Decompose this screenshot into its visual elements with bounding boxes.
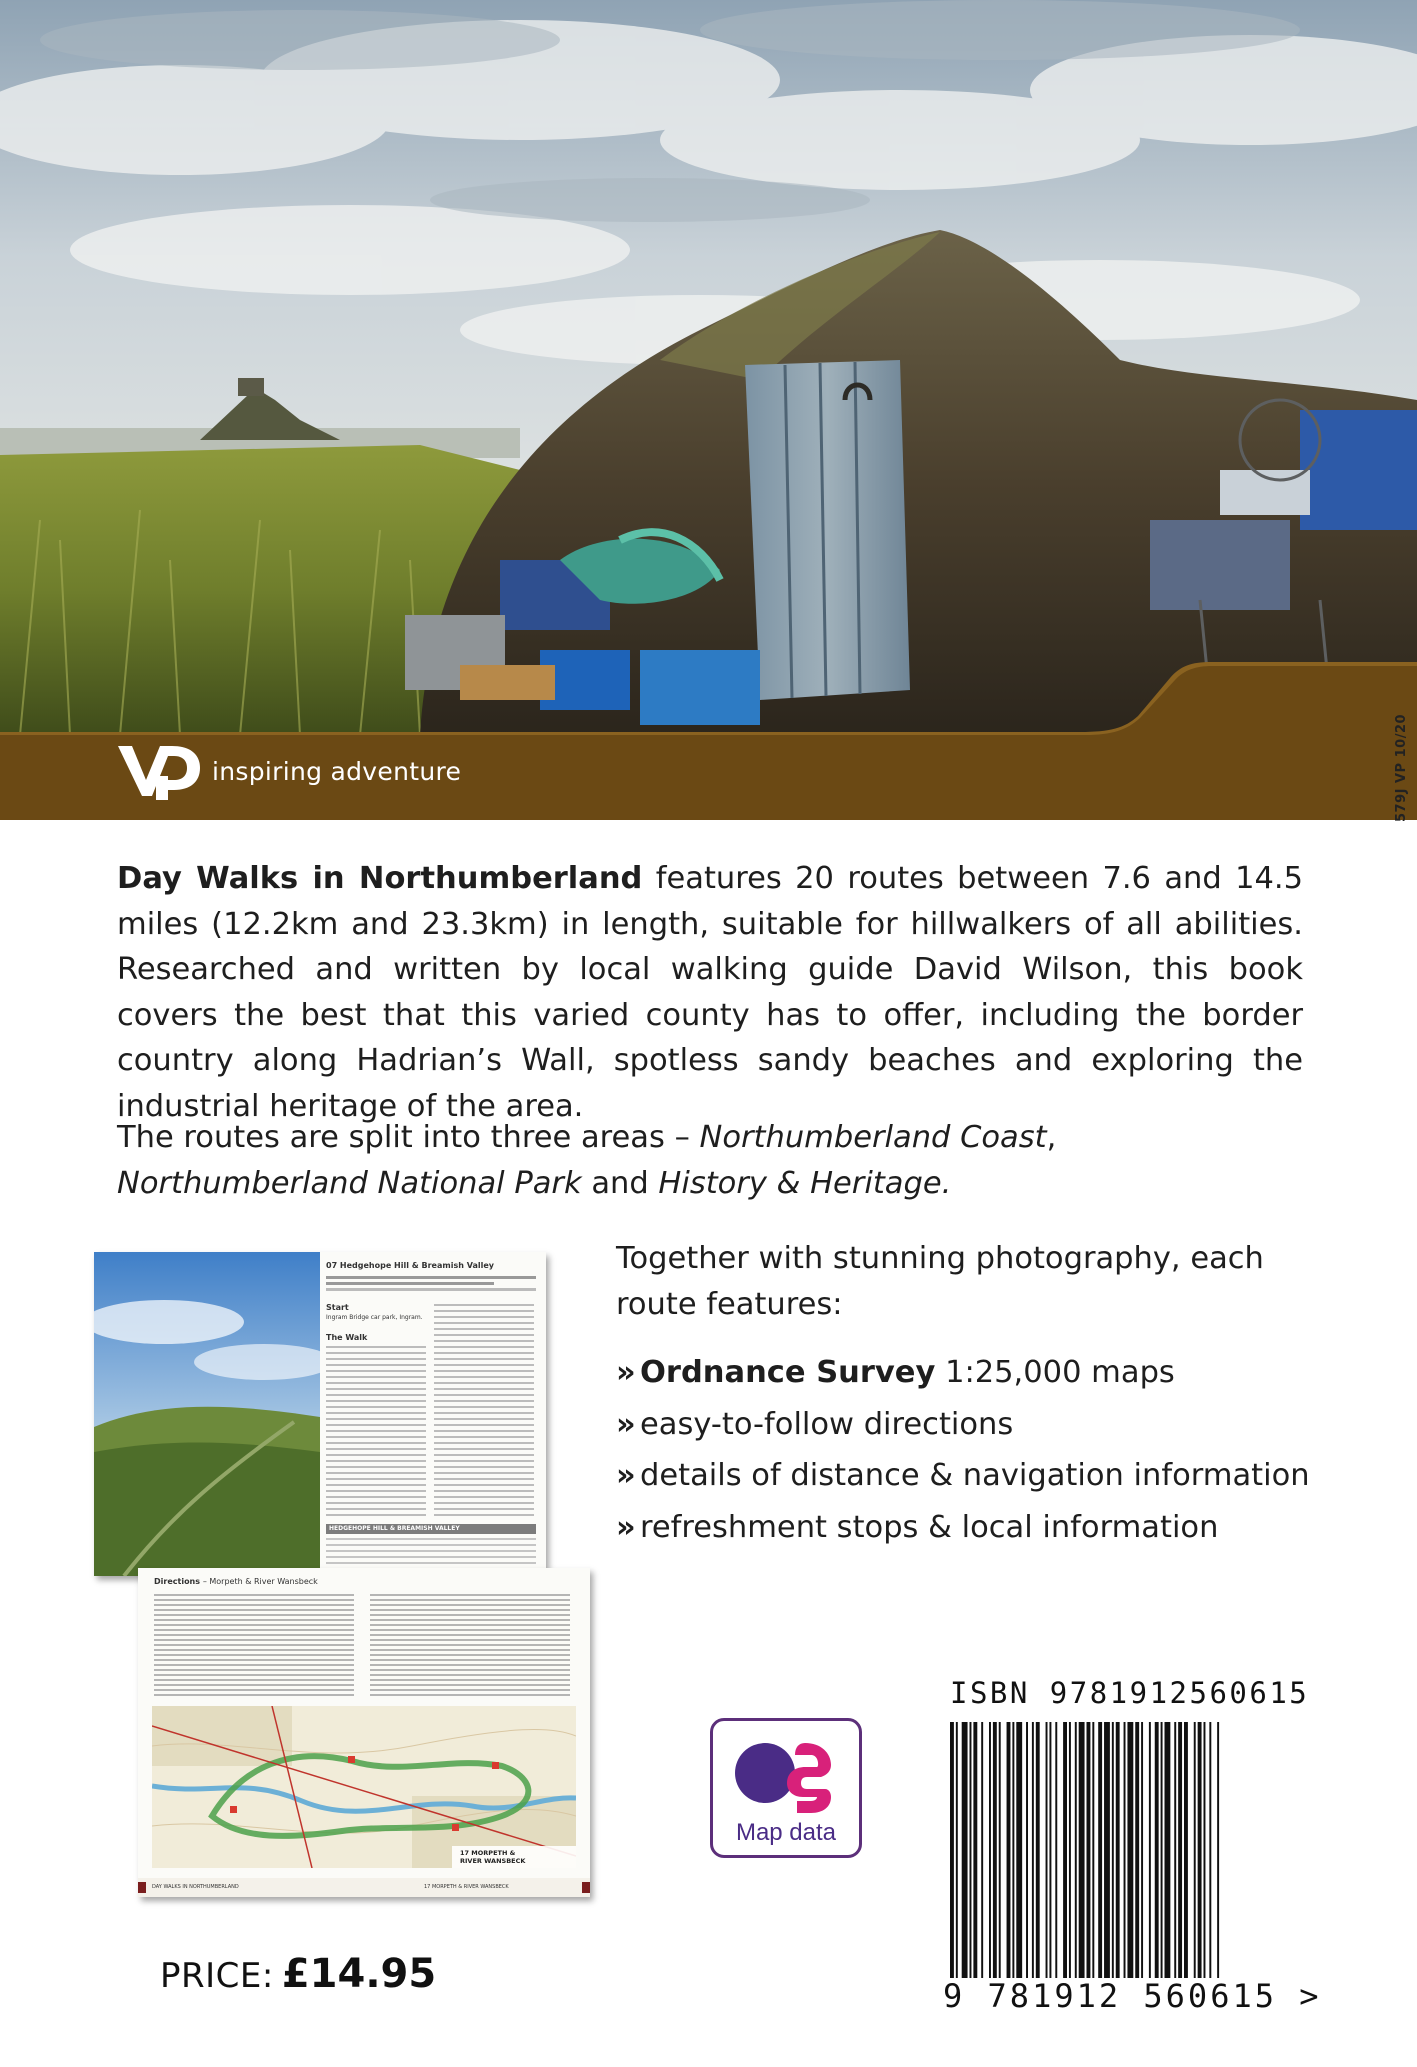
- areas-lead: The routes are split into three areas –: [117, 1120, 700, 1155]
- barcode-bar: [1124, 1722, 1126, 1978]
- spine-code: 579J VP 10/20: [1394, 713, 1409, 822]
- barcode-bar: [1149, 1722, 1151, 1978]
- barcode-digits: 9 781912 560615 >: [943, 1977, 1322, 2015]
- price-label: PRICE:: [160, 1956, 274, 1996]
- features-intro: Together with stunning photography, each route features:: [616, 1241, 1264, 1322]
- barcode-bar: [1135, 1722, 1139, 1978]
- price: [160, 1951, 436, 1997]
- bullet-marker: »: [616, 1509, 636, 1545]
- barcode-bar: [1174, 1722, 1176, 1978]
- barcode-bar: [1007, 1722, 1011, 1978]
- feature-item: [616, 1505, 1336, 1551]
- barcode-bar: [1104, 1722, 1110, 1978]
- areas-separator: ,: [1046, 1120, 1057, 1155]
- area-coast: Northumberland Coast: [699, 1120, 1047, 1155]
- intro-text-lines: [326, 1276, 536, 1294]
- barcode-bar: [1161, 1722, 1163, 1978]
- barcode-bar: [956, 1722, 958, 1978]
- barcode-bar: [1155, 1722, 1159, 1978]
- areas-separator: and: [581, 1165, 659, 1201]
- barcode-bar: [1032, 1722, 1034, 1978]
- barcode-bar: [993, 1722, 997, 1978]
- route-title: 07 Hedgehope Hill & Breamish Valley: [326, 1261, 494, 1270]
- feature-item: [616, 1402, 1336, 1448]
- barcode-bar: [981, 1722, 983, 1978]
- page-tab-left: [138, 1882, 146, 1893]
- spread-footer: [138, 1878, 590, 1897]
- os-route-map: [152, 1706, 576, 1868]
- barcode-bar: [1184, 1722, 1188, 1978]
- barcode-bar: [989, 1722, 991, 1978]
- directions-label: Directions: [154, 1577, 201, 1586]
- barcode-bar: [1046, 1722, 1048, 1978]
- area-history-heritage: History & Heritage.: [658, 1165, 952, 1201]
- barcode-bar: [1079, 1722, 1085, 1978]
- barcode-bar: [1209, 1722, 1211, 1978]
- body-column-2: [434, 1304, 534, 1516]
- publisher-tagline: inspiring adventure: [212, 756, 462, 786]
- barcode-bar: [1198, 1722, 1202, 1978]
- feature-text: easy-to-follow directions: [640, 1406, 1014, 1442]
- directions-column-2: [370, 1594, 570, 1699]
- barcode-bar: [1049, 1722, 1051, 1978]
- walk-heading: The Walk: [326, 1333, 368, 1342]
- route-label-line1: 17 MORPETH &: [460, 1849, 516, 1857]
- barcode-bar: [950, 1722, 954, 1978]
- directions-heading: [154, 1578, 318, 1585]
- barcode-bar: [1141, 1722, 1143, 1978]
- page-tab-right: [582, 1882, 590, 1893]
- barcode-bar: [1204, 1722, 1206, 1978]
- os-map-data-badge: [710, 1718, 862, 1858]
- barcode-bar: [1217, 1722, 1219, 1978]
- barcode-bar: [1194, 1722, 1196, 1978]
- barcode-bar: [1075, 1722, 1077, 1978]
- body-column-1: [326, 1346, 426, 1516]
- barcode-bar: [999, 1722, 1001, 1978]
- os-badge-label: Map data: [735, 1819, 837, 1846]
- bullet-marker: »: [616, 1406, 636, 1442]
- barcode-bar: [1063, 1722, 1067, 1978]
- feature-item: [616, 1350, 1336, 1396]
- isbn-barcode: [948, 1722, 1316, 1982]
- barcode-bar: [1026, 1722, 1028, 1978]
- barcode-bar: [1069, 1722, 1071, 1978]
- price-value: £14.95: [281, 1951, 437, 1997]
- vp-logo-icon: [116, 740, 202, 802]
- barcode-bar: [970, 1722, 972, 1978]
- start-heading: Start: [326, 1303, 349, 1312]
- barcode-bar: [1112, 1722, 1114, 1978]
- feature-item: [616, 1453, 1336, 1499]
- barcode-bar: [1165, 1722, 1171, 1978]
- barcode-bar: [1087, 1722, 1091, 1978]
- os-logo-icon: [731, 1733, 841, 1815]
- barcode-bar: [1116, 1722, 1120, 1978]
- feature-text: refreshment stops & local information: [640, 1509, 1219, 1545]
- footer-left: DAY WALKS IN NORTHUMBERLAND: [152, 1884, 239, 1890]
- barcode-bar: [1127, 1722, 1133, 1978]
- summary-text: [326, 1538, 536, 1566]
- directions-column-1: [154, 1594, 354, 1699]
- barcode-bar: [1016, 1722, 1022, 1978]
- directions-route: – Morpeth & River Wansbeck: [202, 1577, 318, 1586]
- barcode-bar: [1036, 1722, 1040, 1978]
- feature-list: [616, 1350, 1336, 1556]
- footer-right: 17 MORPETH & RIVER WANSBECK: [424, 1884, 509, 1890]
- book-description: [117, 856, 1303, 1129]
- book-description-text: features 20 routes between 7.6 and 14.5 miles (12.2km and 23.3km) in length, suitable for hillwalkers of all abilities. Researched and written by local walking guide David Wilson, this book covers the best that this varied county has to offer, including the border country along Hadrian’s Wall, spotless sandy beaches and exploring the industrial heritage of the area.: [117, 861, 1303, 1124]
- feature-text: 1:25,000 maps: [935, 1355, 1175, 1390]
- book-title: Day Walks in Northumberland: [117, 861, 643, 896]
- barcode-bar: [1055, 1722, 1057, 1978]
- feature-bold: Ordnance Survey: [640, 1355, 936, 1390]
- sample-spread-route-page: [94, 1252, 546, 1576]
- isbn-label: ISBN 9781912560615: [950, 1676, 1310, 1710]
- area-national-park: Northumberland National Park: [117, 1165, 582, 1201]
- barcode-bar: [1092, 1722, 1094, 1978]
- route-label-line2: RIVER WANSBECK: [460, 1857, 526, 1865]
- feature-text: details of distance & navigation information: [640, 1458, 1310, 1493]
- publisher-brand: [116, 740, 461, 802]
- route-areas: [117, 1115, 1307, 1206]
- bullet-marker: »: [616, 1355, 636, 1390]
- spread-photo: [94, 1252, 320, 1576]
- barcode-bar: [973, 1722, 977, 1978]
- barcode-bar: [1012, 1722, 1014, 1978]
- bullet-marker: »: [616, 1458, 636, 1493]
- barcode-bar: [962, 1722, 968, 1978]
- barcode-bar: [1098, 1722, 1102, 1978]
- start-text: Ingram Bridge car park, Ingram.: [326, 1314, 423, 1321]
- barcode-bar: [1178, 1722, 1182, 1978]
- sample-spread-directions-map: [138, 1568, 590, 1897]
- summary-bar: HEDGEHOPE HILL & BREAMISH VALLEY: [326, 1524, 536, 1534]
